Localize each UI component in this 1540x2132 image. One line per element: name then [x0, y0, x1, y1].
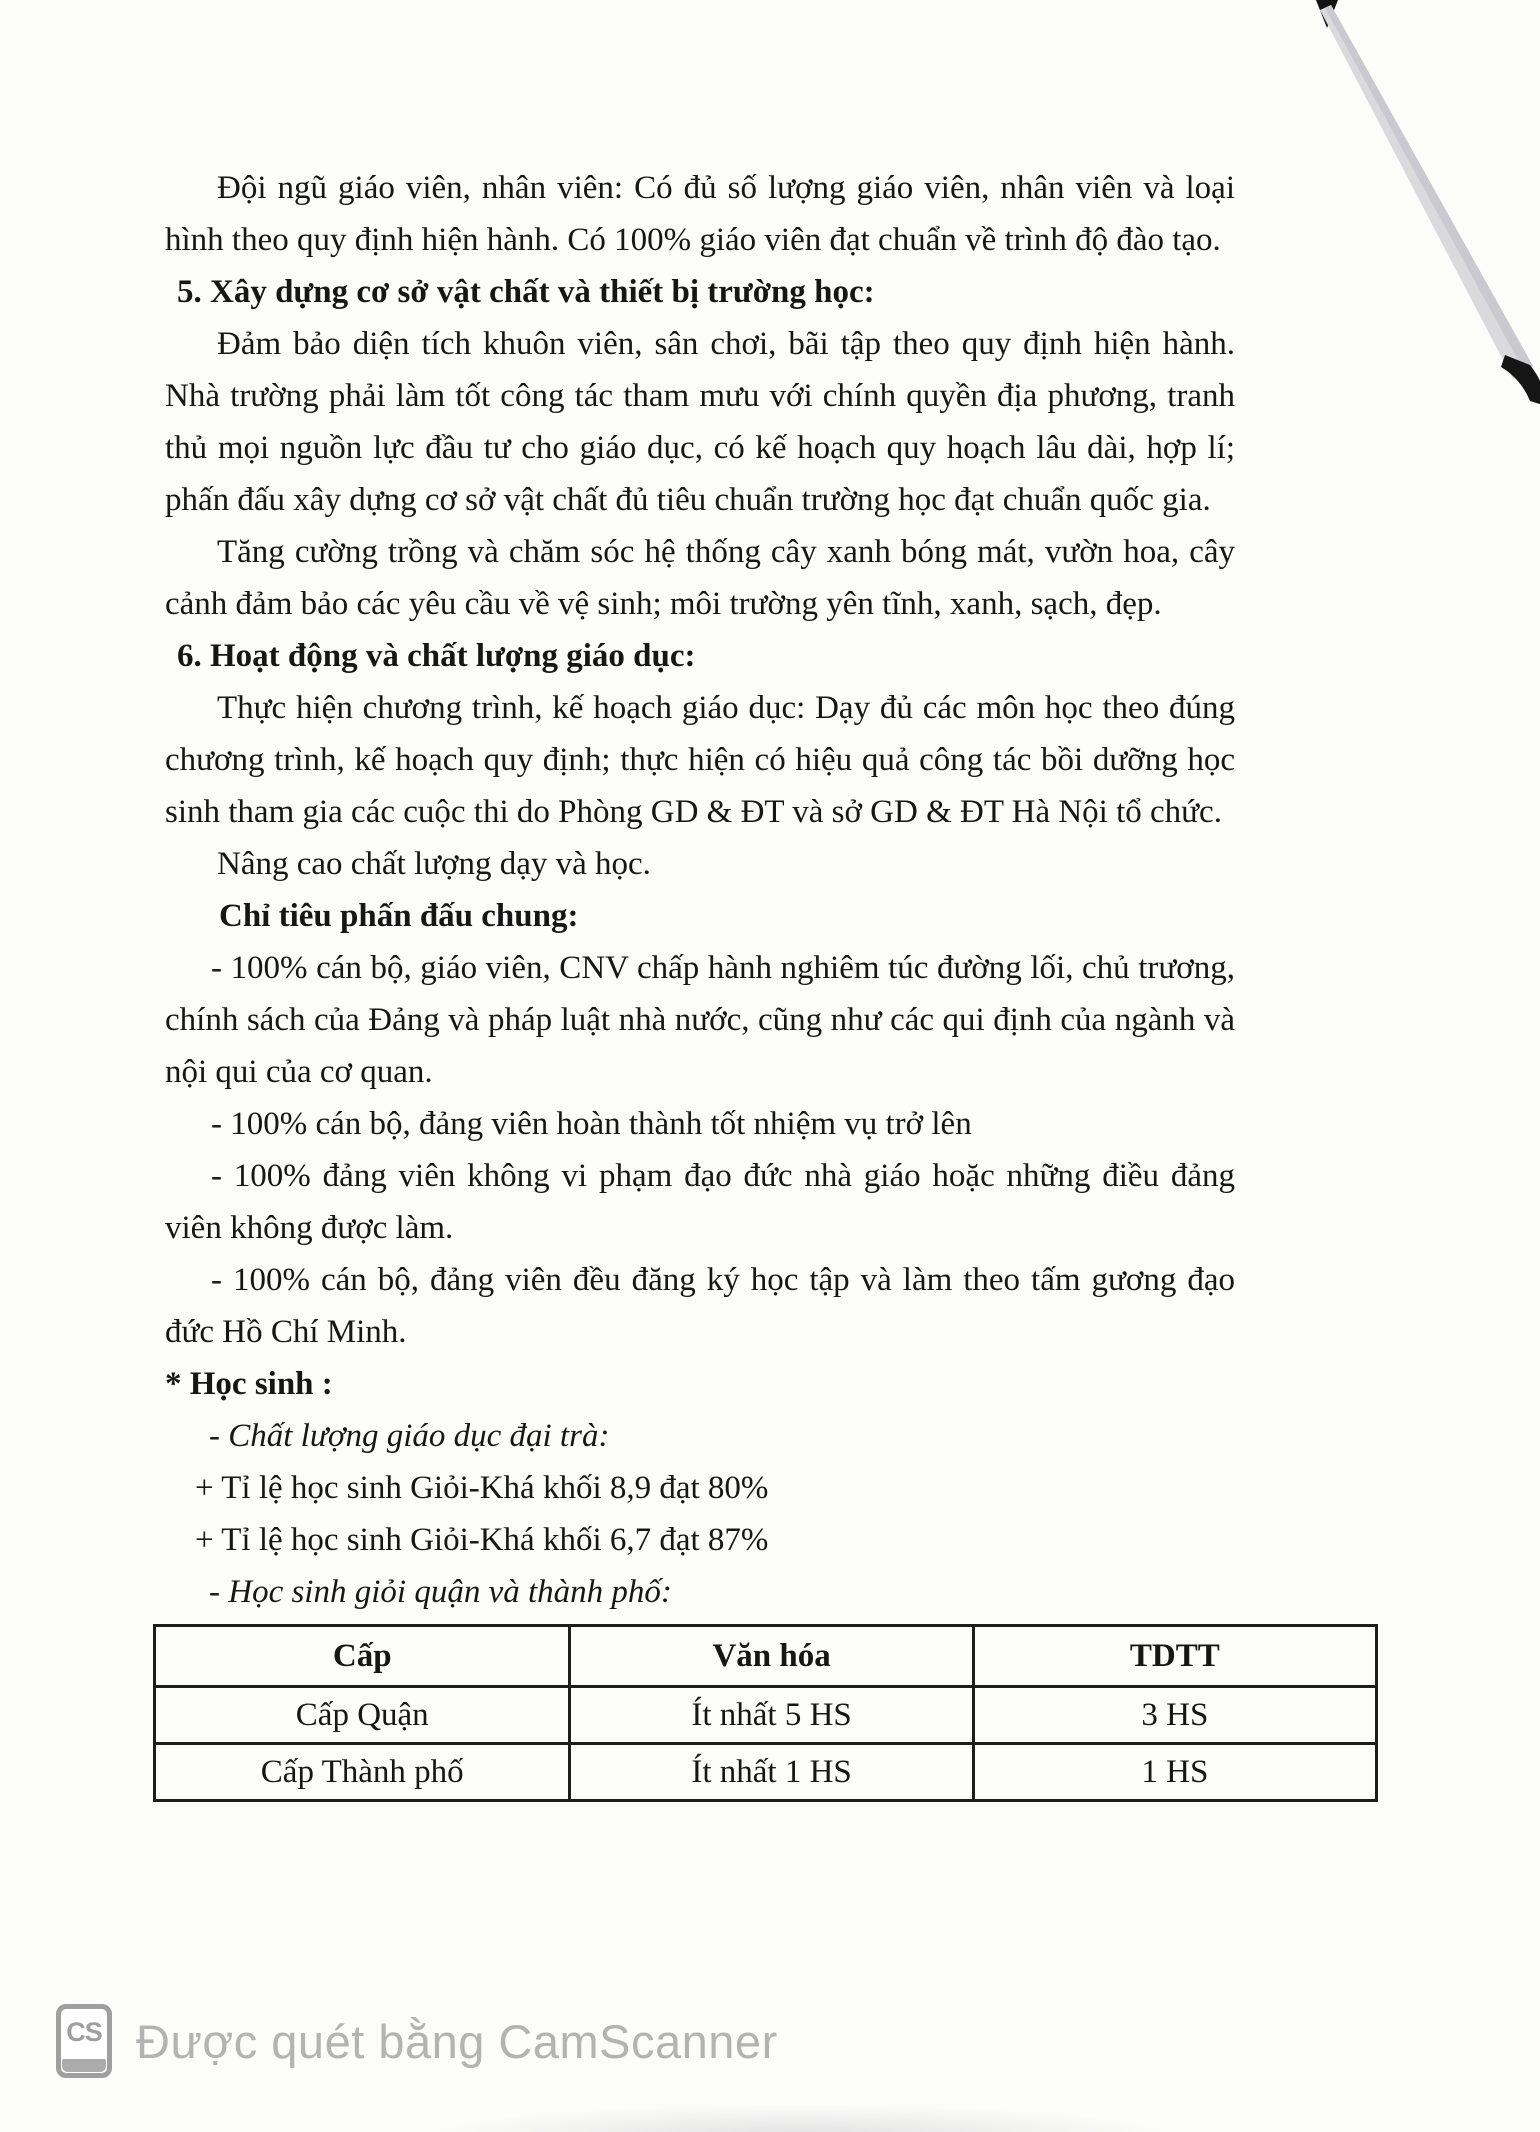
document-body [165, 162, 1235, 1802]
bullet-task-completion: - 100% cán bộ, đảng viên hoàn thành tốt nhiệm vụ trở lên [211, 1106, 972, 1142]
camscanner-caption: Được quét bằng CamScanner [136, 2014, 778, 2068]
camscanner-footer [56, 2004, 778, 2078]
bullet-ethics: - 100% đảng viên không vi phạm đạo đức nhà giáo hoặc những điều đảng viên không được làm. [165, 1158, 1235, 1246]
camscanner-logo-text: CS [66, 2017, 102, 2047]
paragraph-greenery: Tăng cường trồng và chăm sóc hệ thống cây xanh bóng mát, vườn hoa, cây cảnh đảm bảo các yêu cầu về vệ sinh; môi trường yên tĩnh, xanh, sạch, đẹp. [165, 534, 1235, 622]
scan-shadow-artifact [420, 2104, 1180, 2132]
table-cell: Ít nhất 5 HS [570, 1687, 973, 1744]
achievement-table [153, 1624, 1378, 1802]
table-header-culture: Văn hóa [570, 1626, 973, 1687]
table-row-district [155, 1687, 1377, 1744]
table-header-row [155, 1626, 1377, 1687]
bullet-compliance: - 100% cán bộ, giáo viên, CNV chấp hành nghiêm túc đường lối, chủ trương, chính sách của Đảng và pháp luật nhà nước, cũng như các qui định của ngành và nội qui của cơ quan. [165, 950, 1235, 1090]
paragraph-teaching-staff: Đội ngũ giáo viên, nhân viên: Có đủ số lượng giáo viên, nhân viên và loại hình theo quy định hiện hành. Có 100% giáo viên đạt chuẩn về trình độ đào tạo. [165, 170, 1235, 258]
subheading-common-targets: Chỉ tiêu phấn đấu chung: [219, 898, 579, 934]
bullet-study-hcm: - 100% cán bộ, đảng viên đều đăng ký học tập và làm theo tấm gương đạo đức Hồ Chí Minh. [165, 1262, 1235, 1350]
heading-section-5: 5. Xây dựng cơ sở vật chất và thiết bị trường học: [177, 274, 875, 310]
table-header-sports: TDTT [973, 1626, 1376, 1687]
paragraph-facilities: Đảm bảo diện tích khuôn viên, sân chơi, bãi tập theo quy định hiện hành. Nhà trường phải làm tốt công tác tham mưu với chính quyền địa phương, tranh thủ mọi nguồn lực đầu tư cho giáo dục, có kế hoạch quy hoạch lâu dài, hợp lí; phấn đấu xây dựng cơ sở vật chất đủ tiêu chuẩn trường học đạt chuẩn quốc gia. [165, 326, 1235, 518]
item-rate-grade-8-9: + Tỉ lệ học sinh Giỏi-Khá khối 8,9 đạt 80% [195, 1470, 769, 1506]
table-cell: 3 HS [973, 1687, 1376, 1744]
camscanner-logo-icon [56, 2004, 112, 2078]
table-cell: Ít nhất 1 HS [570, 1744, 973, 1801]
item-mass-education-quality: - Chất lượng giáo dục đại trà: [209, 1418, 610, 1454]
subheading-students: * Học sinh : [165, 1366, 333, 1402]
table-cell: Cấp Thành phố [155, 1744, 570, 1801]
table-row-city [155, 1744, 1377, 1801]
paragraph-curriculum: Thực hiện chương trình, kế hoạch giáo dục: Dạy đủ các môn học theo đúng chương trình, kế hoạch quy định; thực hiện có hiệu quả công tác bồi dưỡng học sinh tham gia các cuộc thi do Phòng GD & ĐT và sở GD & ĐT Hà Nội tổ chức. [165, 690, 1235, 830]
paragraph-quality: Nâng cao chất lượng dạy và học. [217, 846, 651, 882]
item-gifted-students: - Học sinh giỏi quận và thành phố: [209, 1574, 672, 1610]
table-header-level: Cấp [155, 1626, 570, 1687]
table-cell: Cấp Quận [155, 1687, 570, 1744]
table-cell: 1 HS [973, 1744, 1376, 1801]
item-rate-grade-6-7: + Tỉ lệ học sinh Giỏi-Khá khối 6,7 đạt 87% [195, 1522, 769, 1558]
heading-section-6: 6. Hoạt động và chất lượng giáo dục: [177, 638, 696, 674]
